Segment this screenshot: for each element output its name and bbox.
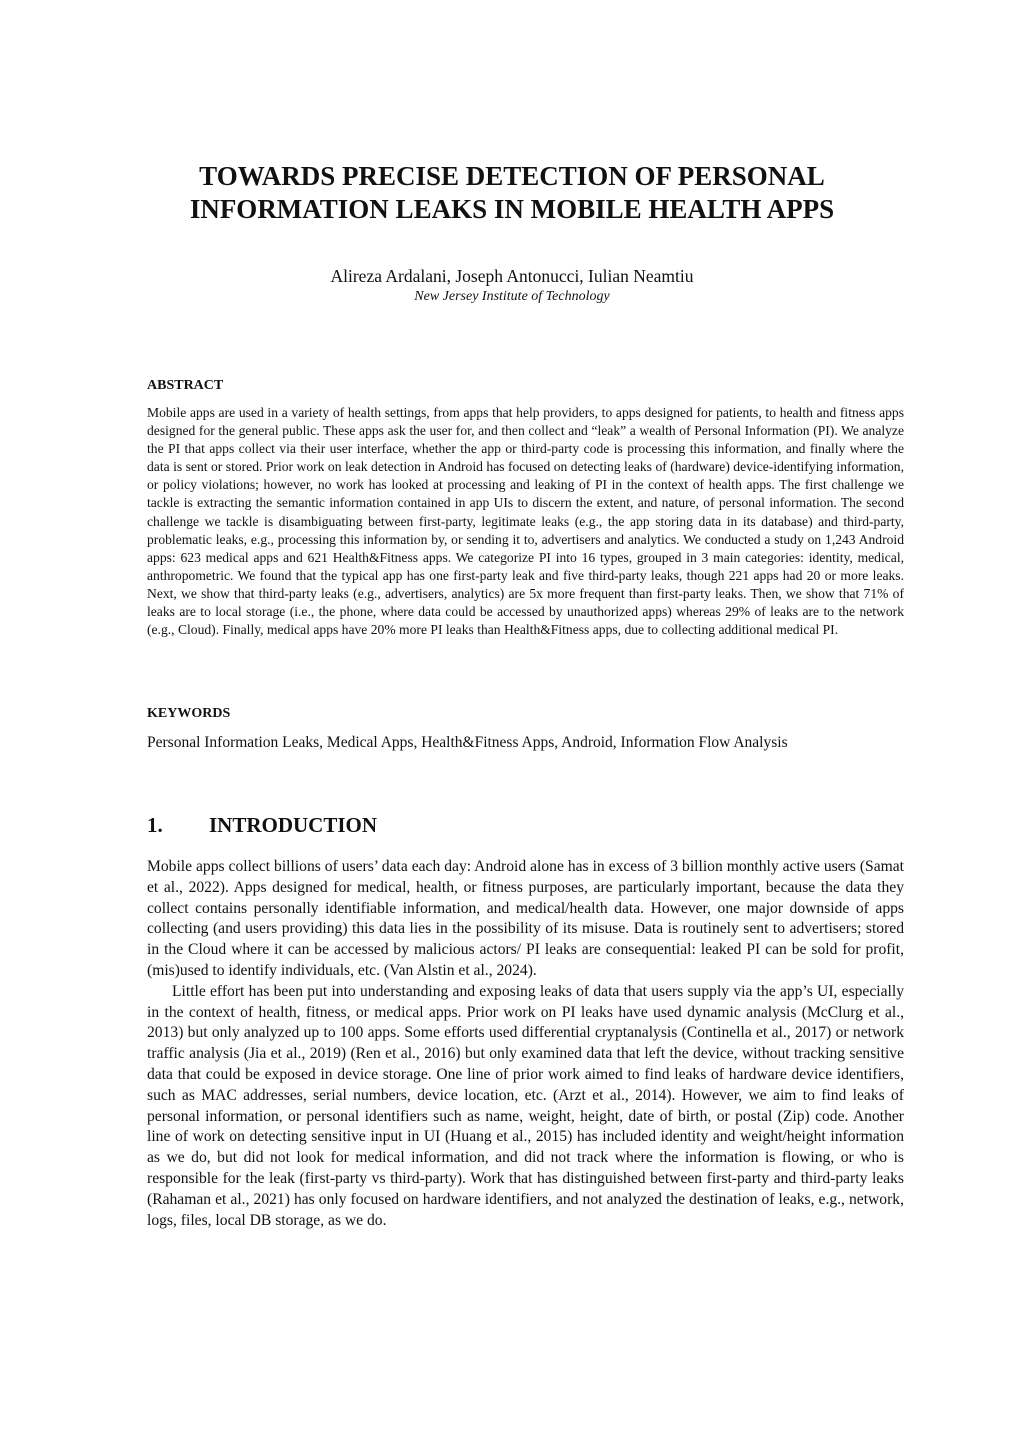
introduction-heading: [147, 812, 377, 838]
abstract-text: Mobile apps are used in a variety of health settings, from apps that help providers, to apps designed for patients, to health and fitness apps designed for the general public. These apps ask the user for, and then collect and “leak” a wealth of Personal Information (PI). We analyze the PI that apps collect via their user interface, whether the app or third-party code is processing this information, and finally where the data is sent or stored. Prior work on leak detection in Android has focused on detecting leaks of (hardware) device-identifying information, or policy violations; however, no work has looked at processing and leaking of PI in the context of health apps. The first challenge we tackle is extracting the semantic information contained in app UIs to discern the extent, and nature, of personal information. The second challenge we tackle is disambiguating between first-party, legitimate leaks (e.g., the app storing data in its database) and third-party, problematic leaks, e.g., processing this information by, or sending it to, advertisers and analytics. We conducted a study on 1,243 Android apps: 623 medical apps and 621 Health&Fitness apps. We categorize PI into 16 types, grouped in 3 main categories: identity, medical, anthropometric. We found that the typical app has one first-party leak and five third-party leaks, though 221 apps had 20 or more leaks. Next, we show that third-party leaks (e.g., advertisers, analytics) are 5x more frequent than first-party leaks. Then, we show that 71% of leaks are to local storage (i.e., the phone, where data could be accessed by unauthorized apps) whereas 29% of leaks are to the network (e.g., Cloud). Finally, medical apps have 20% more PI leaks than Health&Fitness apps, due to collecting additional medical PI.: [147, 405, 904, 638]
abstract-heading: ABSTRACT: [147, 378, 224, 393]
intro-paragraph-2: Little effort has been put into understanding and exposing leaks of data that users supply via the app’s UI, especially in the context of health, fitness, or medical apps. Prior work on PI leaks have used dynamic analysis (McClurg et al., 2013) but only analyzed up to 100 apps. Some efforts used differential cryptanalysis (Continella et al., 2017) or network traffic analysis (Jia et al., 2019) (Ren et al., 2016) but only examined data that left the device, without tracking sensitive data that could be exposed in device storage. One line of prior work aimed to find leaks of hardware device identifiers, such as MAC addresses, serial numbers, device location, etc. (Arzt et al., 2014). However, we aim to find leaks of personal information, or personal identifiers such as name, weight, height, date of birth, or postal (Zip) code. Another line of work on detecting sensitive input in UI (Huang et al., 2015) has included identity and weight/height information as we do, but did not look for medical information, and did not track where the information is flowing, or who is responsible for the leak (first-party vs third-party). Work that has distinguished between first-party and third-party leaks (Rahaman et al., 2021) has only focused on hardware identifiers, and not analyzed the destination of leaks, e.g., network, logs, files, local DB storage, as we do.: [147, 982, 904, 1229]
title-line-2: INFORMATION LEAKS IN MOBILE HEALTH APPS: [189, 194, 835, 224]
section-number: 1.: [147, 813, 163, 837]
keywords-heading: KEYWORDS: [147, 706, 231, 721]
title-line-1: TOWARDS PRECISE DETECTION OF PERSONAL: [199, 161, 825, 191]
introduction-body: [147, 857, 904, 1231]
intro-paragraph-1: Mobile apps collect billions of users’ data each day: Android alone has in excess of 3 billion monthly active users (Samat et al., 2022). Apps designed for medical, health, or fitness purposes, are particularly important, because the data they collect contains personally identifiable information, and medical/health data. However, one major downside of apps collecting (and users providing) this data lies in the possibility of its misuse. Data is routinely sent to advertisers; stored in the Cloud where it can be accessed by malicious actors/ PI leaks are consequential: leaked PI can be sold for profit, (mis)used to identify individuals, etc. (Van Alstin et al., 2024).: [147, 858, 904, 979]
author-list: Alireza Ardalani, Joseph Antonucci, Iulian Neamtiu: [330, 266, 694, 286]
keywords-text: Personal Information Leaks, Medical Apps, Health&Fitness Apps, Android, Information Flow Analysis: [147, 734, 788, 751]
paper-title: [120, 160, 904, 226]
affiliation: New Jersey Institute of Technology: [414, 289, 610, 304]
section-title: INTRODUCTION: [209, 813, 378, 837]
